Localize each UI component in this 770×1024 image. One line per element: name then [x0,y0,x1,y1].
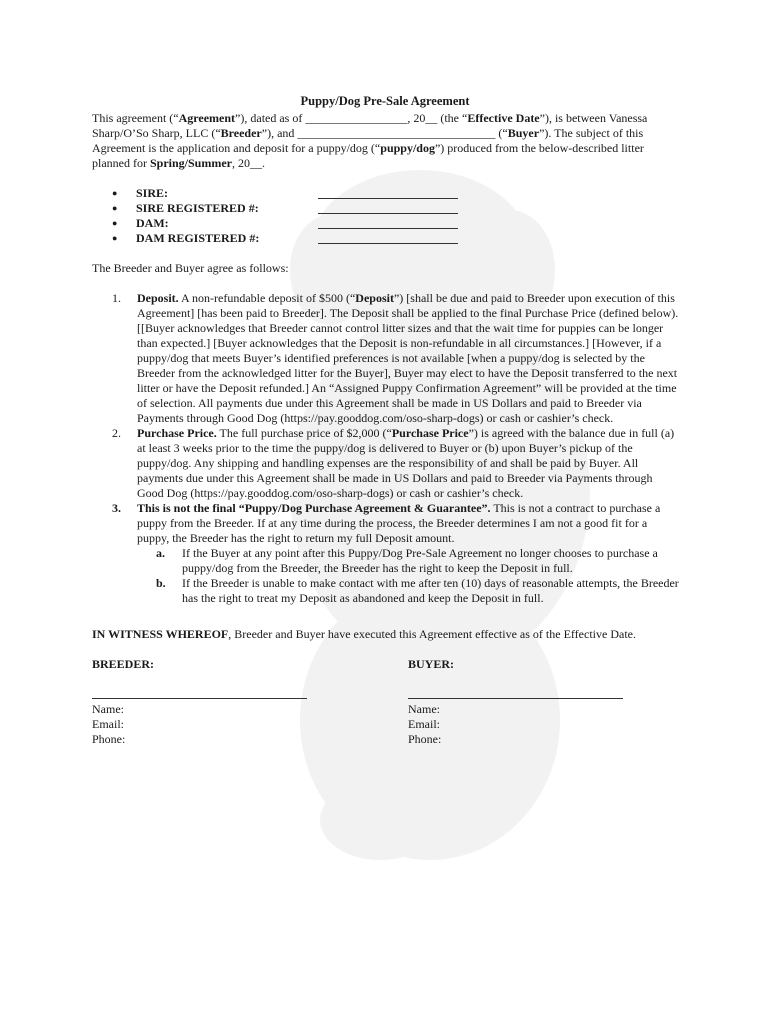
subclause-text: If the Buyer at any point after this Puppy/Dog Pre-Sale Agreement no longer chooses to purchase a puppy/dog from the Breeder, the Breeder has the right to keep the Deposit in full. [182,546,658,575]
term-text: This is not the final “Puppy/Dog Purchase Agreement & Guarantee”. This is not a contract to purchase a puppy from the Breeder. If at any time during the process, the Breeder determines I am not a good fit for a puppy, the Breeder has the right to return my full Deposit amount. [137,501,661,545]
field-sire-registered [112,201,458,216]
breeder-name-label: Name: [92,702,124,716]
terms-list [112,291,682,606]
term-purchase-price [112,426,682,501]
buyer-name-label: Name: [408,702,440,716]
litter-fields [112,186,458,246]
breeder-signature-line[interactable] [92,698,307,699]
bullet-icon: ● [112,203,118,213]
blank-line[interactable] [318,186,458,199]
subclause-letter: a. [156,546,165,560]
term-text: Purchase Price. The full purchase price of $2,000 (“Purchase Price”) is agreed with the balance due in full (a) at least 3 weeks prior to the time the puppy/dog is delivered to Buyer or (b) upon Buyer’s pickup of the puppy/dog. Any shipping and handling expenses are the responsibility of and shall be paid by Buyer. All payments due under this Agreement shall be made in US Dollars and paid to Breeder via Payments through Good Dog (https://pay.gooddog.com/oso-sharp-dogs) or cash or cashier’s check. [137,426,675,500]
subclause-a [156,546,682,576]
buyer-signature-block [408,657,623,747]
subclause-b [156,576,682,606]
field-dam-registered [112,231,458,246]
field-dam [112,216,458,231]
buyer-heading: BUYER: [408,657,455,671]
buyer-email-label: Email: [408,717,440,731]
term-number: 1. [112,291,121,305]
term-deposit [112,291,682,426]
subclause-text: If the Breeder is unable to make contact with me after ten (10) days of reasonable attempts, the Breeder has the right to treat my Deposit as abandoned and keep the Deposit in full. [182,576,679,605]
buyer-signature-line[interactable] [408,698,623,699]
field-label: SIRE: [136,186,169,200]
field-label: SIRE REGISTERED #: [136,201,259,215]
breeder-signature-block [92,657,307,747]
term-number: 2. [112,426,121,440]
witness-statement: IN WITNESS WHEREOF, Breeder and Buyer have executed this Agreement effective as of the Effective Date. [92,627,636,641]
breeder-phone-label: Phone: [92,732,126,746]
field-label: DAM: [136,216,169,230]
document-title: Puppy/Dog Pre-Sale Agreement [300,94,470,108]
bullet-icon: ● [112,218,118,228]
field-label: DAM REGISTERED #: [136,231,260,245]
term-number: 3. [112,501,121,515]
bullet-icon: ● [112,233,118,243]
blank-line[interactable] [318,231,458,244]
subclause-letter: b. [156,576,166,590]
term-not-final [112,501,682,546]
bullet-icon: ● [112,188,118,198]
buyer-phone-label: Phone: [408,732,442,746]
intro-paragraph: This agreement (“Agreement”), dated as of _________________, 20__ (the “Effective Date”), is between Vanessa Sharp/O’So Sharp, LLC (“Breeder”), and _________________________________ (“Buyer”). The subject of this Agreement is the application and deposit for a puppy/dog (“puppy/dog”) produced from the below-described litter planned for Spring/Summer, 20__. [92,111,648,170]
agree-statement: The Breeder and Buyer agree as follows: [92,261,289,275]
breeder-email-label: Email: [92,717,124,731]
term-text: Deposit. A non-refundable deposit of $500 (“Deposit”) [shall be due and paid to Breeder upon execution of this Agreement] [has been paid to Breeder]. The Deposit shall be applied to the final Purchase Price (defined below). [[Buyer acknowledges that Breeder cannot control litter sizes and that the wait time for puppies can be longer than expected.] [Buyer acknowledges that the Deposit is non-refundable in all circumstances.] [However, if a puppy/dog that meets Buyer’s identified preferences is not available [when a puppy/dog is selected by the Breeder from the acknowledged litter for the Buyer], Buyer may elect to have the Deposit transferred to the next litter or have the Deposit refunded.] An “Assigned Puppy Confirmation Agreement” will be provided at the time of selection. All payments due under this Agreement shall be made in US Dollars and paid to Breeder via Payments through Good Dog (https://pay.gooddog.com/oso-sharp-dogs) or cash or cashier’s check. [137,291,679,425]
blank-line[interactable] [318,216,458,229]
field-sire [112,186,458,201]
breeder-heading: BREEDER: [92,657,155,671]
blank-line[interactable] [318,201,458,214]
